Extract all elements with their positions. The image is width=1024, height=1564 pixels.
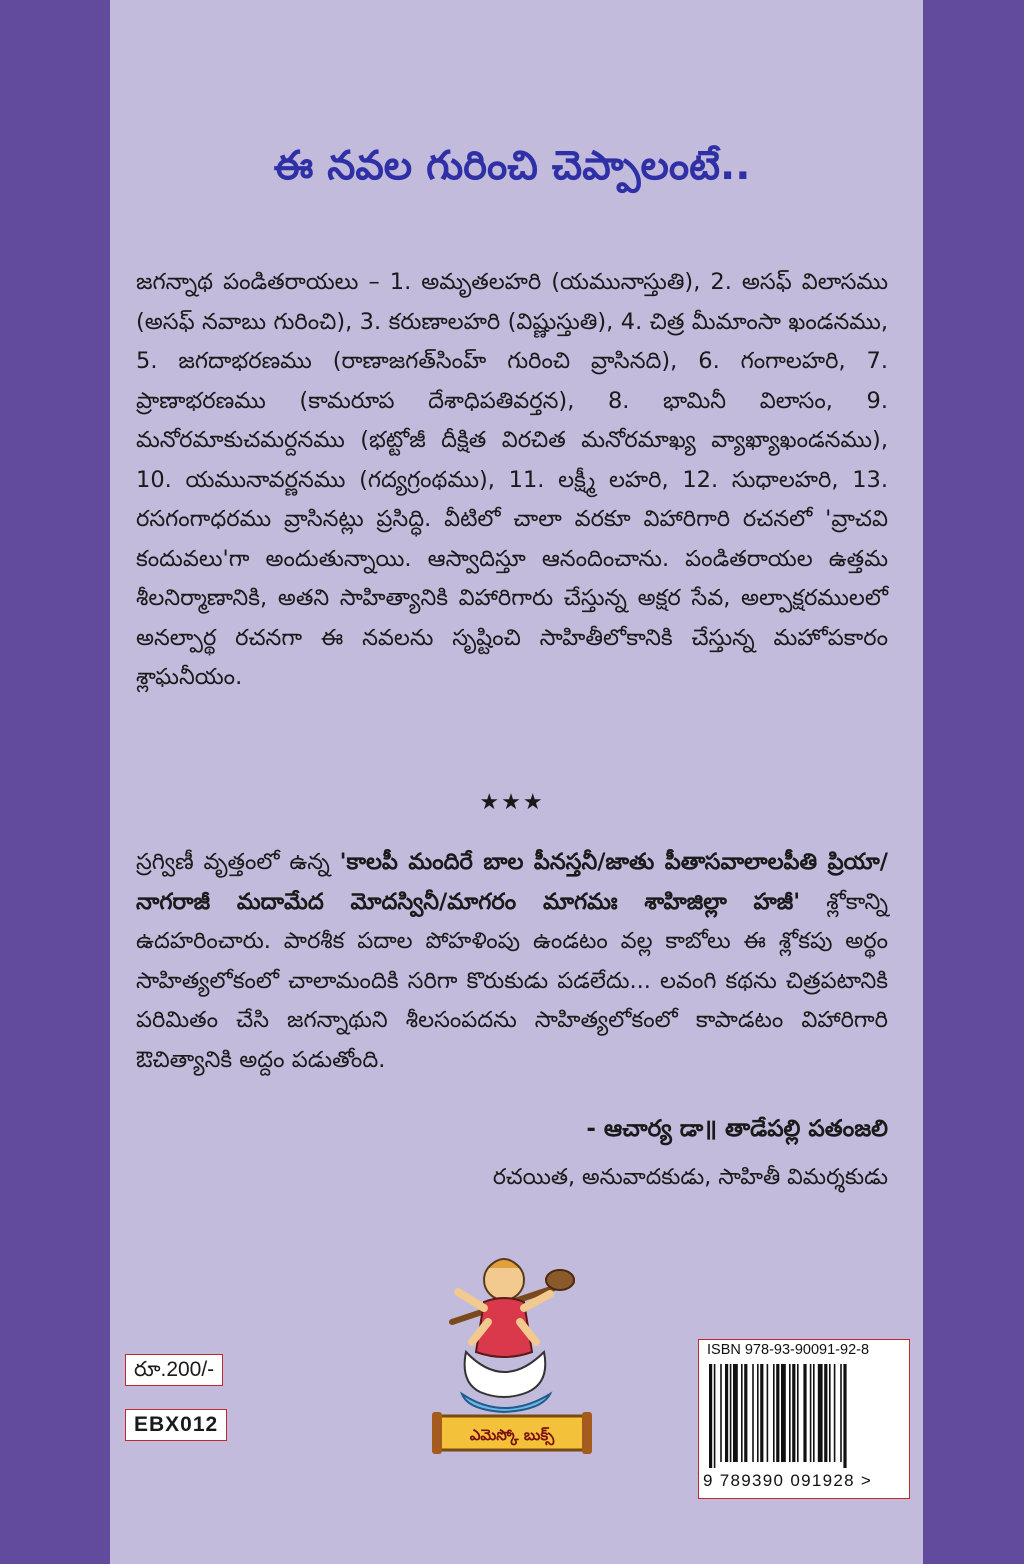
barcode-bar — [829, 1364, 831, 1462]
barcode-icon — [707, 1364, 901, 1468]
barcode-bar — [760, 1364, 763, 1462]
isbn-label: ISBN 978-93-90091-92-8 — [707, 1342, 870, 1358]
barcode-bar — [733, 1364, 738, 1462]
price-badge: రూ.200/- — [125, 1354, 223, 1386]
book-code-badge: EBX012 — [125, 1409, 227, 1441]
barcode-bar — [797, 1364, 799, 1462]
barcode-bar — [741, 1364, 743, 1462]
section-divider-stars: ★★★ — [479, 790, 545, 815]
publisher-logo-icon — [432, 1242, 592, 1457]
barcode-bar — [757, 1364, 759, 1462]
barcode-bar — [792, 1364, 795, 1462]
barcode-bar — [813, 1364, 815, 1462]
barcode-bar — [781, 1364, 786, 1462]
barcode-bar — [776, 1364, 779, 1462]
description-paragraph-2 — [136, 843, 888, 1080]
barcode-bar — [714, 1364, 716, 1468]
barcode-bar — [725, 1364, 728, 1462]
para2-lead: స్రగ్విణీ వృత్తంలో ఉన్న — [136, 849, 340, 875]
sloka-quote: 'కాలపీ మందిరే బాల పీనస్తనీ/జాతు పీతాసవాలాలపీతి ప్రియా/నాగరాజీ మదామేద మోదస్వినీ/మాగరం మాగమః శాహిజిల్లా హజీ' — [136, 849, 888, 915]
barcode-bar — [709, 1364, 712, 1468]
publisher-logo-label: ఎమెస్కో బుక్స్ — [469, 1426, 555, 1444]
barcode-bar — [789, 1364, 791, 1462]
barcode-bar — [730, 1364, 732, 1462]
barcode-bar — [843, 1364, 846, 1468]
ean-number: 9 789390 091928 > — [703, 1471, 873, 1490]
barcode-bar — [824, 1364, 827, 1462]
barcode-bar — [767, 1364, 769, 1462]
reviewer-role: రచయిత, అనువాదకుడు, సాహితీ విమర్శకుడు — [492, 1165, 888, 1190]
isbn-barcode-box — [698, 1339, 910, 1499]
barcode-bar — [744, 1364, 747, 1462]
para2-rest: శ్లోకాన్ని ఉదహరించారు. పారశీక పదాల పోహళింపు ఉండటం వల్ల కాబోలు ఈ శ్లోకపు అర్థం సాహిత్యలోకంలో చాలామందికి సరిగా కొరుకుడు పడలేదు... లవంగి కథను చిత్రపటానికి పరిమితం చేసి జగన్నాథుని శీలసంపదను సాహిత్యలోకంలో కాపాడటం విహారిగారి ఔచిత్యానికి అద్దం పడుతోంది. — [136, 888, 889, 1073]
reviewer-name: - ఆచార్య డా॥ తాడేపల్లి పతంజలి — [586, 1116, 888, 1142]
barcode-bar — [834, 1364, 836, 1462]
barcode-bar — [803, 1364, 806, 1462]
barcode-bar — [818, 1364, 823, 1462]
page-title: ఈ నవల గురించి చెప్పాలంటే.. — [273, 143, 751, 189]
barcode-bar — [720, 1364, 722, 1462]
barcode-bar — [773, 1364, 775, 1462]
barcode-bar — [752, 1364, 754, 1462]
barcode-bar — [840, 1364, 842, 1462]
barcode-bar — [810, 1364, 812, 1462]
description-paragraph-1: జగన్నాథ పండితరాయలు – 1. అమృతలహరి (యమునాస్తుతి), 2. అసఫ్ విలాసము (అసఫ్ నవాబు గురించి), 3. కరుణాలహరి (విష్ణుస్తుతి), 4. చిత్ర మీమాంసా ఖండనము, 5. జగదాభరణము (రాణాజగత్‌సింహ్ గురించి వ్రాసినది), 6. గంగాలహరి, 7. ప్రాణాభరణము (కామరూప దేశాధిపతివర్తన), 8. భామినీ విలాసం, 9. మనోరమాకుచమర్దనము (భట్టోజీ దీక్షిత విరచిత మనోరమాఖ్య వ్యాఖ్యాఖండనము), 10. యమునావర్ణనము (గద్యగ్రంథము), 11. లక్ష్మీ లహరి, 12. సుధాలహరి, 13. రసగంగాధరము వ్రాసినట్లు ప్రసిద్ధి. వీటిలో చాలా వరకూ విహారిగారి రచనలో 'వ్రాచవి కందువలు'గా అందుతున్నాయి. ఆస్వాదిస్తూ ఆనందించాను. పండితరాయల ఉత్తమ శీలనిర్మాణానికి, అతని సాహిత్యానికి విహారిగారు చేస్తున్న అక్షర సేవ, అల్పాక్షరములలో అనల్పార్థ రచనగా ఈ నవలను సృష్టించి సాహితీలోకానికి చేస్తున్న మహోపకారం శ్లాఘనీయం. — [136, 269, 888, 690]
